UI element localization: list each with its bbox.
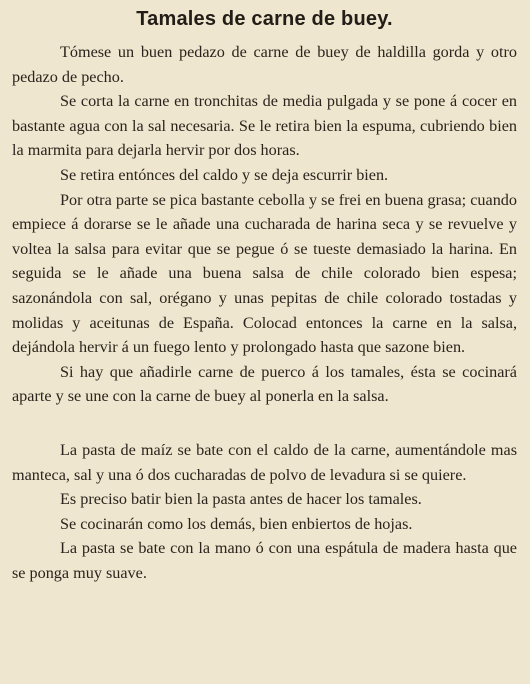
recipe-title: Tamales de carne de buey. [136, 8, 393, 30]
recipe-section-meat [12, 40, 517, 409]
paragraph: Por otra parte se pica bastante cebolla y se frei en buena grasa; cuando empiece á dorarse se le añade una cucharada de harina seca y se revuelve y voltea la salsa para evitar que se pegue ó se tueste demasiado la harina. En seguida se le añade una buena salsa de chile colorado bien espesa; sazonándola con sal, orégano y unas pepitas de chile colorado tostadas y molidas y aceitunas de España. Colocad entonces la carne en la salsa, dejándola hervir á un fuego lento y prolongado hasta que sazone bien. [12, 190, 517, 357]
paragraph: Se corta la carne en tronchitas de media pulgada y se pone á cocer en bastante agua con la sal necesaria. Se le retira bien la espuma, cubriendo bien la marmita para dejarla hervir por dos horas. [12, 92, 517, 160]
paragraph: La pasta de maíz se bate con el caldo de la carne, aumentándole mas manteca, sal y una ó dos cucharadas de polvo de levadura si se quiere. [12, 440, 517, 484]
recipe-section-dough [12, 438, 517, 586]
paragraph: La pasta se bate con la mano ó con una espátula de madera hasta que se ponga muy suave. [12, 539, 517, 582]
paragraph: Si hay que añadirle carne de puerco á los tamales, ésta se cocinará aparte y se une con la carne de buey al ponerla en la salsa. [12, 362, 517, 406]
paragraph: Tómese un buen pedazo de carne de buey de haldilla gorda y otro pedazo de pecho. [12, 43, 517, 86]
paragraph: Es preciso batir bien la pasta antes de hacer los tamales. [60, 490, 422, 509]
paragraph: Se retira entónces del caldo y se deja escurrir bien. [60, 165, 389, 184]
paragraph: Se cocinarán como los demás, bien enbiertos de hojas. [60, 514, 413, 533]
